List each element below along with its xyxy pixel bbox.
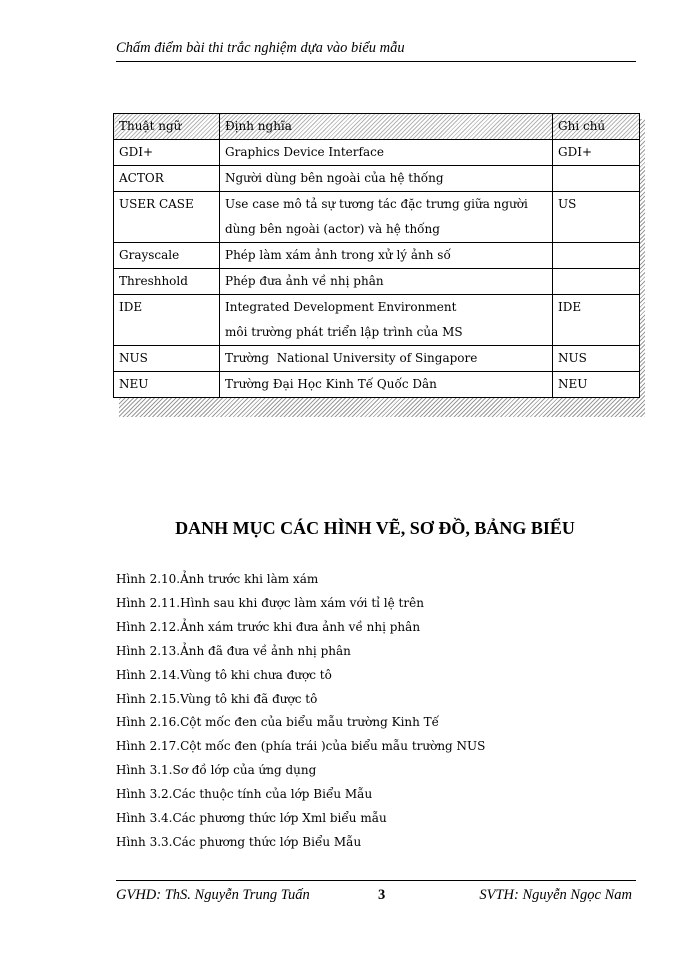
figures-section-title: DANH MỤC CÁC HÌNH VẼ, SƠ ĐỒ, BẢNG BIỂU [175,518,575,538]
list-item: Hình 2.12.Ảnh xám trước khi đưa ảnh về nhị phân [116,619,421,634]
figure-list [116,568,485,855]
list-item: Hình 2.14.Vùng tô khi chưa được tô [116,667,332,682]
definition-cell: Use case mô tả sự tương tác đặc trưng giữa người dùng bên ngoài (actor) và hệ thống [220,192,553,243]
term-cell: Grayscale [114,243,220,269]
student-name: SVTH: Nguyễn Ngọc Nam [479,887,632,903]
list-item: Hình 2.10.Ảnh trước khi làm xám [116,572,319,586]
table-row [114,295,640,346]
definition-cell: Graphics Device Interface [220,140,553,166]
glossary-table-wrapper [113,113,639,398]
page-number: 3 [378,887,386,903]
list-item: Hình 3.1.Sơ đồ lớp của ứng dụng [116,763,317,778]
definition-line: Integrated Development Environment [225,300,457,314]
term-cell: GDI+ [114,140,220,166]
glossary-table [113,113,640,398]
definition-cell: Trường National University of Singapore [220,346,553,372]
term-cell: NEU [114,372,220,398]
note-cell [553,243,640,269]
definition-cell [220,295,553,346]
table-header-row [114,114,640,140]
note-cell: IDE [553,295,640,346]
footer-rule [116,880,636,881]
table-row [114,372,640,398]
note-cell: NUS [553,346,640,372]
note-cell: NEU [553,372,640,398]
list-item: Hình 2.11.Hình sau khi được làm xám với tỉ lệ trên [116,595,424,610]
list-item: Hình 2.16.Cột mốc đen của biểu mẫu trường Kinh Tế [116,715,440,730]
advisor-name: GVHD: ThS. Nguyễn Trung Tuấn [116,887,310,903]
list-item: Hình 2.15.Vùng tô khi đã được tô [116,691,318,706]
definition-cell: Trường Đại Học Kinh Tế Quốc Dân [220,372,553,398]
term-cell: USER CASE [114,192,220,243]
header-term: Thuật ngữ [114,114,220,140]
term-cell: IDE [114,295,220,346]
list-item: Hình 2.17.Cột mốc đen (phía trái )của biểu mẫu trường NUS [116,739,486,754]
note-cell [553,166,640,192]
table-row [114,166,640,192]
term-cell: Threshhold [114,269,220,295]
table-row [114,346,640,372]
definition-line: môi trường phát triển lập trình của MS [225,325,463,339]
table-row [114,192,640,243]
definition-cell: Phép đưa ảnh về nhị phân [220,269,553,295]
table-row [114,269,640,295]
page-footer [116,885,636,905]
table-row [114,140,640,166]
term-cell: NUS [114,346,220,372]
header-note: Ghi chú [553,114,640,140]
note-cell: GDI+ [553,140,640,166]
list-item: Hình 2.13.Ảnh đã đưa về ảnh nhị phân [116,643,351,658]
note-cell: US [553,192,640,243]
header-definition: Định nghĩa [220,114,553,140]
term-cell: ACTOR [114,166,220,192]
note-cell [553,269,640,295]
list-item: Hình 3.2.Các thuộc tính của lớp Biểu Mẫu [116,787,373,802]
definition-cell: Người dùng bên ngoài của hệ thống [220,166,553,192]
table-row [114,243,640,269]
definition-cell: Phép làm xám ảnh trong xử lý ảnh số [220,243,553,269]
page-header: Chấm điểm bài thi trắc nghiệm dựa vào biểu mẫu [116,40,405,56]
header-rule [116,61,636,62]
list-item: Hình 3.3.Các phương thức lớp Biểu Mẫu [116,834,362,849]
list-item: Hình 3.4.Các phương thức lớp Xml biểu mẫu [116,811,387,826]
